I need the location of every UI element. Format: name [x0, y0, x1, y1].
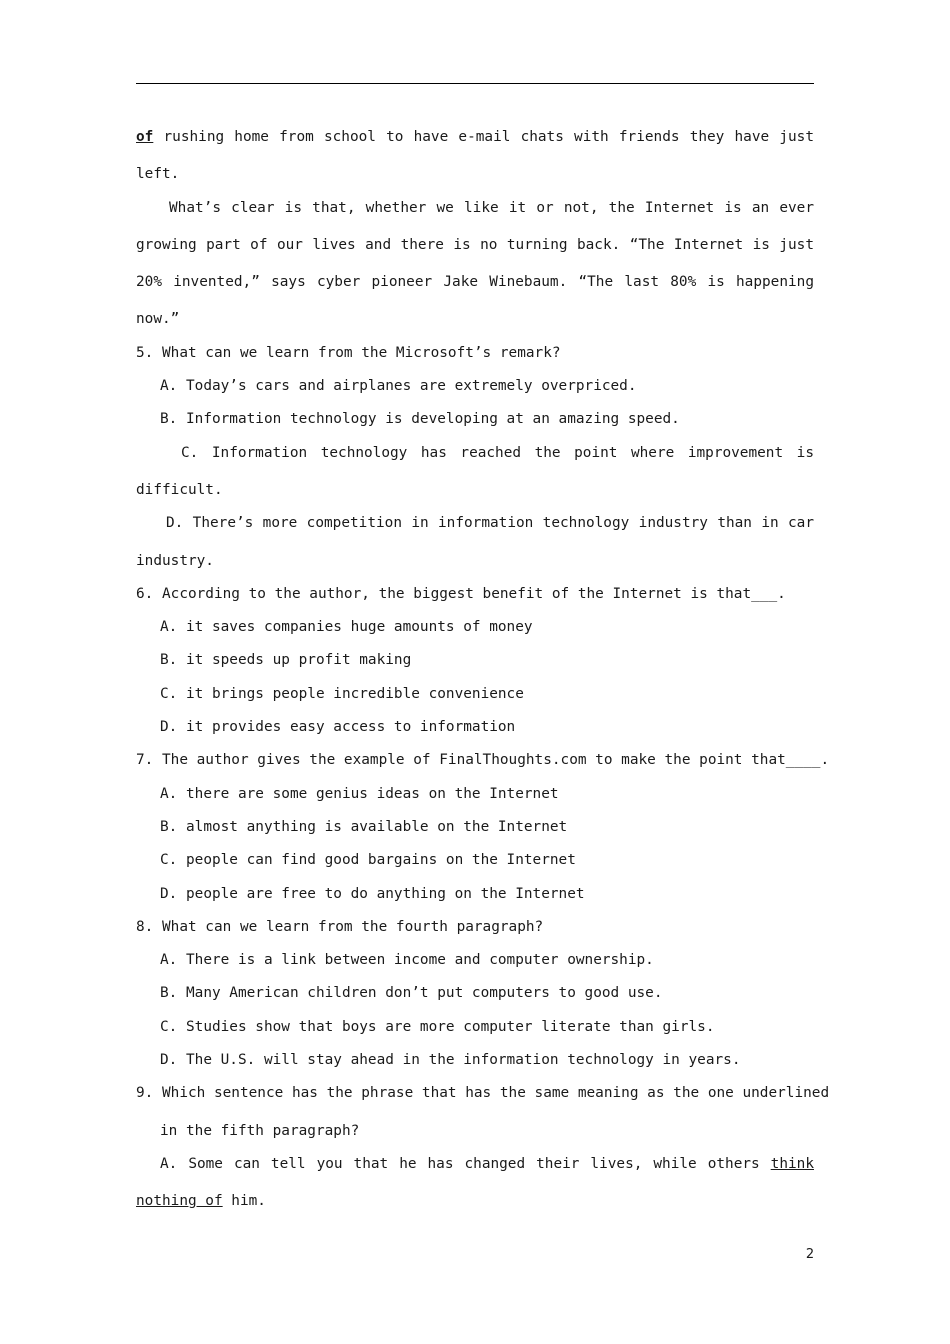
passage-line: now.” — [136, 311, 180, 328]
option-b: B. Information technology is developing at an amazing speed. — [160, 411, 680, 428]
page-number: 2 — [805, 1247, 815, 1262]
underlined-phrase: nothing of — [136, 1193, 223, 1210]
option-c: C. Studies show that boys are more computer literate than girls. — [160, 1018, 715, 1035]
option-a: A. it saves companies huge amounts of money — [160, 619, 533, 636]
option-d-continued: industry. — [136, 552, 214, 569]
question-stem: 9. Which sentence has the phrase that has the same meaning as the one underlined — [136, 1085, 830, 1102]
question-stem: 6. According to the author, the biggest benefit of the Internet is that___. — [136, 585, 786, 602]
underlined-word: of — [136, 129, 154, 145]
option-c-continued: difficult. — [136, 481, 223, 498]
option-d: D. There’s more competition in information technology industry than in car — [166, 515, 814, 532]
option-d: D. it provides easy access to information — [160, 719, 516, 736]
option-d: D. The U.S. will stay ahead in the information technology in years. — [160, 1052, 741, 1069]
option-b: B. almost anything is available on the Internet — [160, 818, 568, 835]
option-a: A. Some can tell you that he has changed their lives, while others think — [160, 1155, 814, 1172]
option-d: D. people are free to do anything on the Internet — [160, 885, 585, 902]
header-rule — [136, 83, 814, 84]
option-a: A. Today’s cars and airplanes are extremely overpriced. — [160, 378, 637, 395]
page-content — [136, 122, 830, 1220]
passage-line: left. — [136, 166, 180, 183]
passage-line: 20% invented,” says cyber pioneer Jake Winebaum. “The last 80% is happening — [136, 274, 814, 291]
question-stem: 8. What can we learn from the fourth paragraph? — [136, 918, 544, 935]
question-stem-continued: in the fifth paragraph? — [160, 1122, 360, 1139]
option-c: C. it brings people incredible convenience — [160, 685, 524, 702]
option-c: C. Information technology has reached the point where improvement is — [181, 444, 814, 461]
option-a-continued: nothing of him. — [136, 1193, 266, 1210]
passage-line: of rushing home from school to have e-mail chats with friends they have just — [136, 129, 814, 145]
passage-line: What’s clear is that, whether we like it or not, the Internet is an ever — [169, 199, 814, 216]
option-a: A. There is a link between income and computer ownership. — [160, 952, 654, 969]
option-a: A. there are some genius ideas on the Internet — [160, 785, 559, 802]
option-c: C. people can find good bargains on the Internet — [160, 852, 576, 869]
question-stem: 7. The author gives the example of FinalThoughts.com to make the point that____. — [136, 752, 830, 769]
option-b: B. it speeds up profit making — [160, 652, 412, 669]
passage-line: growing part of our lives and there is no turning back. “The Internet is just — [136, 236, 814, 253]
underlined-phrase: think — [770, 1155, 814, 1172]
question-stem: 5. What can we learn from the Microsoft’s remark? — [136, 344, 561, 361]
option-b: B. Many American children don’t put computers to good use. — [160, 985, 663, 1002]
